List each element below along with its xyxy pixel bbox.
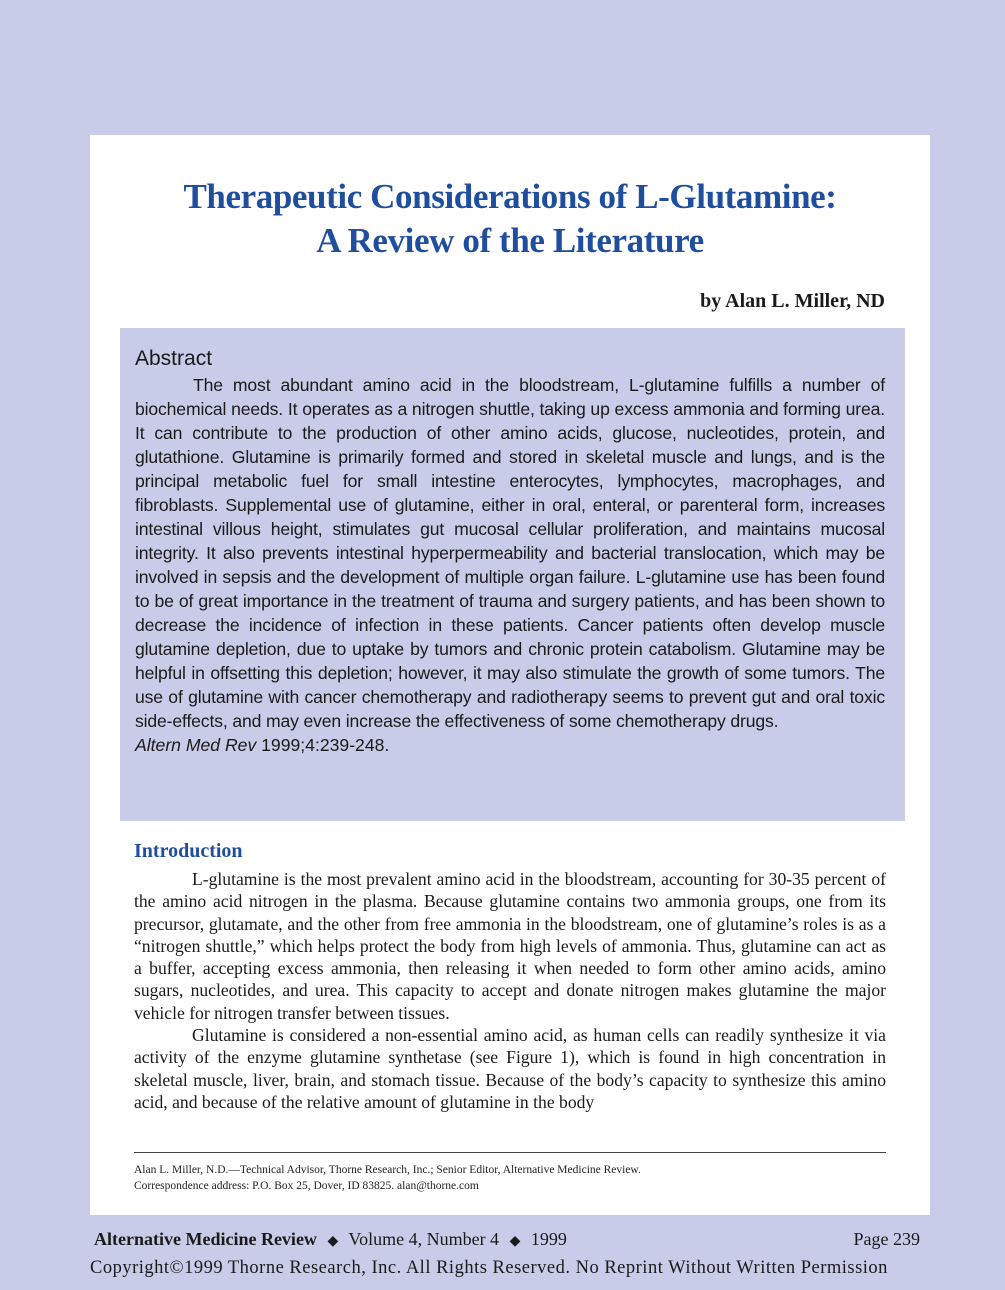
page-number: Page 239 [853,1229,920,1249]
diamond-separator-icon: ◆ [327,1234,339,1249]
footnote-line-2: Correspondence address: P.O. Box 25, Dover, ID 83825. alan@thorne.com [134,1180,479,1192]
footer-journal-name: Alternative Medicine Review [94,1229,317,1249]
footnote-line-1: Alan L. Miller, N.D.—Technical Advisor, Thorne Research, Inc.; Senior Editor, Alternative Medicine Review. [134,1164,641,1176]
footer-volume: Volume 4, Number 4 [348,1229,500,1249]
byline: by Alan L. Miller, ND [700,290,885,312]
author-footnote [134,1162,894,1194]
abstract-text: The most abundant amino acid in the bloodstream, L-glutamine fulfills a number of biochemical needs. It operates as a nitrogen shuttle, taking up excess ammonia and forming urea. It can contribute to the production of other amino acids, glucose, nucleotides, protein, and glutathione. Glutamine is primarily formed and stored in skeletal muscle and lungs, and is the principal metabolic fuel for small intestine enterocytes, lymphocytes, macrophages, and fibroblasts. Supplemental use of glutamine, either in oral, enteral, or parenteral form, increases intestinal villous height, stimulates gut mucosal cellular proliferation, and maintains mucosal integrity. It also prevents intestinal hyperpermeability and bacterial translocation, which may be involved in sepsis and the development of multiple organ failure. L-glutamine use has been found to be of great importance in the treatment of trauma and surgery patients, and has been shown to decrease the incidence of infection in these patients. Cancer patients often develop muscle glutamine depletion, due to uptake by tumors and chronic protein catabolism. Glutamine may be helpful in offsetting this depletion; however, it may also stimulate the growth of some tumors. The use of glutamine with cancer chemotherapy and radiotherapy seems to prevent gut and oral toxic side-effects, and may even increase the effectiveness of some chemotherapy drugs. [135,375,885,731]
footnote-divider [134,1152,886,1153]
article-title [90,175,930,263]
copyright-notice: Copyright©1999 Thorne Research, Inc. All Rights Reserved. No Reprint Without Written Permission [90,1258,888,1278]
abstract-heading: Abstract [135,347,213,370]
citation-details: 1999;4:239-248. [256,735,390,755]
title-line-1: Therapeutic Considerations of L-Glutamine: [183,177,837,216]
page-footer [94,1227,922,1251]
diamond-separator-icon: ◆ [509,1234,521,1249]
introduction-section [134,838,886,1113]
introduction-paragraph-1: L-glutamine is the most prevalent amino acid in the bloodstream, accounting for 30-35 percent of the amino acid nitrogen in the plasma. Because glutamine contains two ammonia groups, one from its precursor, glutamate, and the other from free ammonia in the bloodstream, one of glutamine’s roles is as a “nitrogen shuttle,” which helps protect the body from high levels of ammonia. Thus, glutamine can act as a buffer, accepting excess ammonia, then releasing it when needed to form other amino acids, amino sugars, nucleotides, and urea. This capacity to accept and donate nitrogen makes glutamine the major vehicle for nitrogen transfer between tissues. [134,869,886,1023]
title-line-2: A Review of the Literature [316,221,704,260]
abstract-box [120,328,905,821]
citation-journal: Altern Med Rev [135,735,257,755]
citation [135,733,885,757]
introduction-heading: Introduction [134,840,243,862]
introduction-paragraph-2: Glutamine is considered a non-essential amino acid, as human cells can readily synthesize it via activity of the enzyme glutamine synthetase (see Figure 1), which is found in high concentration in skeletal muscle, liver, brain, and stomach tissue. Because of the body’s capacity to synthesize this amino acid, and because of the relative amount of glutamine in the body [134,1025,886,1112]
footer-year: 1999 [530,1229,567,1249]
article-page [90,135,930,1215]
